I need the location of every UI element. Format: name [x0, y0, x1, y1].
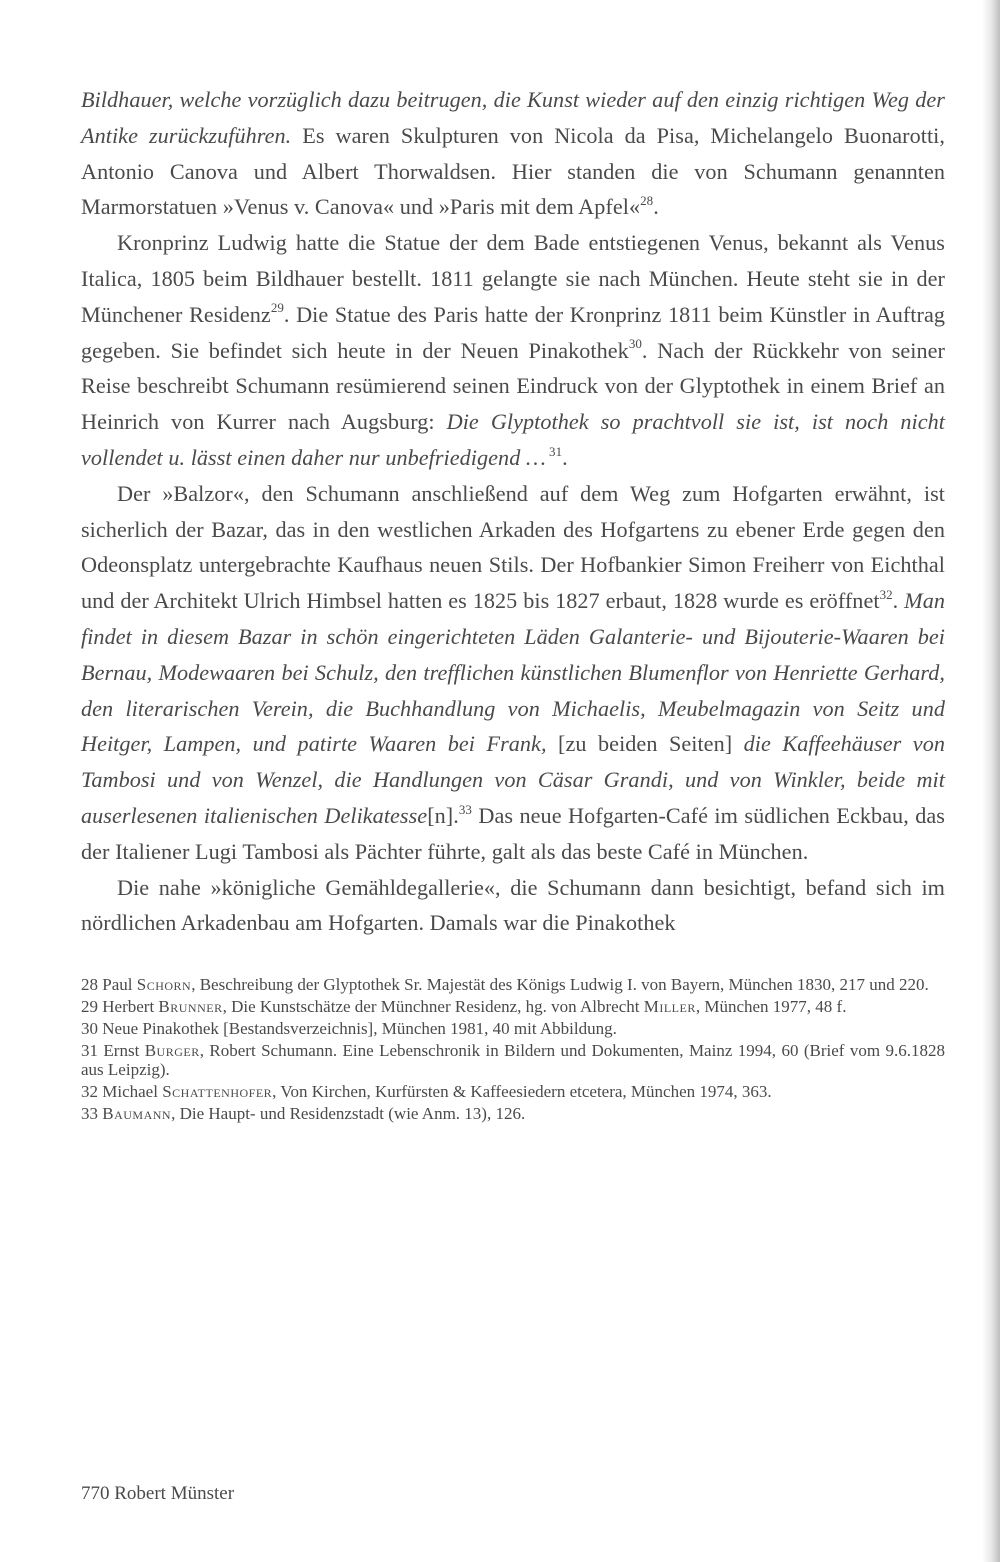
text: . — [562, 444, 568, 470]
running-author: Robert Münster — [114, 1483, 235, 1504]
paragraph-2 — [81, 225, 945, 476]
text: , Robert Schumann. Eine Lebenschronik in Bildern und Dokumenten, Mainz 1994, 60 (Brief vom 9.6.1828 aus Leipzig). — [81, 1040, 946, 1080]
footnote-29 — [81, 997, 945, 1017]
footnote-number: 28 — [81, 975, 98, 995]
text: [n]. — [427, 802, 459, 828]
text: , Beschreibung der Glyptothek Sr. Majestät des Königs Ludwig I. von Bayern, München 1830, 217 und 220. — [191, 975, 929, 995]
text: [zu beiden Seiten] — [546, 731, 744, 757]
text: Kronprinz Ludwig hatte die Statue der dem Bade entstiegenen Venus, bekannt als Venus Italica, 1805 beim Bildhauer bestellt. 1811 gelangte sie nach München. Heute steht sie in der Münchener Residenz — [81, 230, 945, 327]
editor-name: Miller — [643, 996, 696, 1016]
footnote-ref-30: 30 — [628, 336, 642, 352]
page-body — [81, 82, 945, 1126]
author-name: Burger — [144, 1040, 200, 1060]
text: Paul — [98, 975, 137, 995]
footnote-ref-28: 28 — [640, 193, 654, 208]
page-footer — [81, 1483, 234, 1505]
text: Herbert — [98, 996, 159, 1016]
text: Es waren Skulpturen von Nicola da Pisa, Michelangelo Buonarotti, Antonio Canova und Albert Thorwaldsen. Hier standen die von Schumann genannten Marmorstatuen »Venus v. Canova« und »Paris mit dem Apfel« — [81, 122, 945, 220]
text: . — [892, 588, 905, 614]
text: , Von Kirchen, Kurfürsten & Kaffeesiedern etcetera, München 1974, 363. — [272, 1082, 772, 1102]
footnote-33 — [81, 1104, 945, 1124]
text: . Nach der Rückkehr von seiner Reise beschreibt Schumann resümierend seinen Eindruck von der Glyptothek in einem Brief an Heinrich von Kurrer nach Augsburg: — [81, 337, 945, 435]
footnote-ref-32: 32 — [879, 586, 893, 602]
quote-italic: Bildhauer, welche vorzüglich dazu beitrugen, die Kunst wieder auf den einzig richtigen Weg der Antike zurückzuführen. — [81, 87, 945, 148]
quote-italic: die Kaffeehäuser von Tambosi und von Wenzel, die Handlungen von Cäsar Grandi, und von Winkler, beide mit auserlesenen italienischen Delikatesse — [81, 731, 945, 828]
text: , München 1977, 48 f. — [695, 996, 847, 1016]
quote-italic: Die Glyptothek so prachtvoll sie ist, ist noch nicht vollendet u. lässt einen daher nur unbefriedigend … — [81, 409, 945, 470]
footnote-ref-33: 33 — [458, 801, 472, 817]
author-name: Schorn — [136, 975, 192, 995]
footnote-32 — [81, 1082, 945, 1102]
text: , Die Haupt- und Residenzstadt (wie Anm. 13), 126. — [171, 1103, 526, 1123]
footnote-number: 29 — [81, 996, 98, 1016]
text: Ernst — [98, 1040, 145, 1060]
quote-italic: Man findet in diesem Bazar in schön eingerichteten Läden Galanterie- und Bijouterie-Waaren bei Bernau, Modewaaren bei Schulz, den trefflichen künstlichen Blumenflor von Henriette Gerhard, den literarischen Verein, die Buchhandlung von Michaelis, Meubelmagazin von Seitz und Heitger, Lampen, und patirte Waaren bei Frank, — [81, 588, 945, 757]
text: , Die Kunstschätze der Münchner Residenz, hg. von Albrecht — [222, 996, 644, 1016]
author-name: Baumann — [102, 1103, 172, 1123]
footnote-28 — [81, 975, 945, 995]
paragraph-3 — [81, 476, 945, 870]
footnote-30 — [81, 1019, 945, 1039]
scan-edge-shadow — [982, 0, 1000, 1562]
text: Michael — [98, 1082, 163, 1102]
text: Der »Balzor«, den Schumann anschließend auf dem Weg zum Hofgarten erwähnt, ist sicherlich der Bazar, das in den westlichen Arkaden des Hofgartens zu ebener Erde gegen den Odeonsplatz untergebrachte Kaufhaus neuen Stils. Der Hofbankier Simon Freiherr von Eichthal und der Architekt Ulrich Himbsel hatten es 1825 bis 1827 erbaut, 1828 wurde es eröffnet — [81, 480, 945, 614]
text: . — [653, 194, 659, 220]
footnote-ref-29: 29 — [270, 300, 284, 316]
text: Das neue Hofgarten-Café im südlichen Eckbau, das der Italiener Lugi Tambosi als Pächter führte, galt als das beste Café in München. — [81, 802, 945, 864]
author-name: Schattenhofer — [162, 1082, 273, 1102]
footnote-ref-31: 31 — [545, 443, 563, 459]
footnote-number: 31 — [81, 1040, 98, 1060]
footnotes — [81, 975, 945, 1124]
paragraph-1 — [81, 82, 945, 225]
footnote-number: 32 — [81, 1082, 98, 1102]
footnote-number: 33 — [81, 1103, 98, 1123]
author-name: Brunner — [158, 996, 223, 1016]
text: Neue Pinakothek [Bestandsverzeichnis], München 1981, 40 mit Abbildung. — [98, 1018, 617, 1038]
page-number: 770 — [81, 1483, 110, 1504]
footnote-31 — [81, 1041, 945, 1081]
paragraph-4 — [81, 870, 945, 942]
footnote-number: 30 — [81, 1018, 98, 1038]
text: . Die Statue des Paris hatte der Kronprinz 1811 beim Künstler in Auftrag gegeben. Sie befindet sich heute in der Neuen Pinakothek — [81, 301, 945, 363]
text: Die nahe »königliche Gemähldegallerie«, die Schumann dann besichtigt, befand sich im nördlichen Arkadenbau am Hofgarten. Damals war die Pinakothek — [81, 874, 945, 936]
